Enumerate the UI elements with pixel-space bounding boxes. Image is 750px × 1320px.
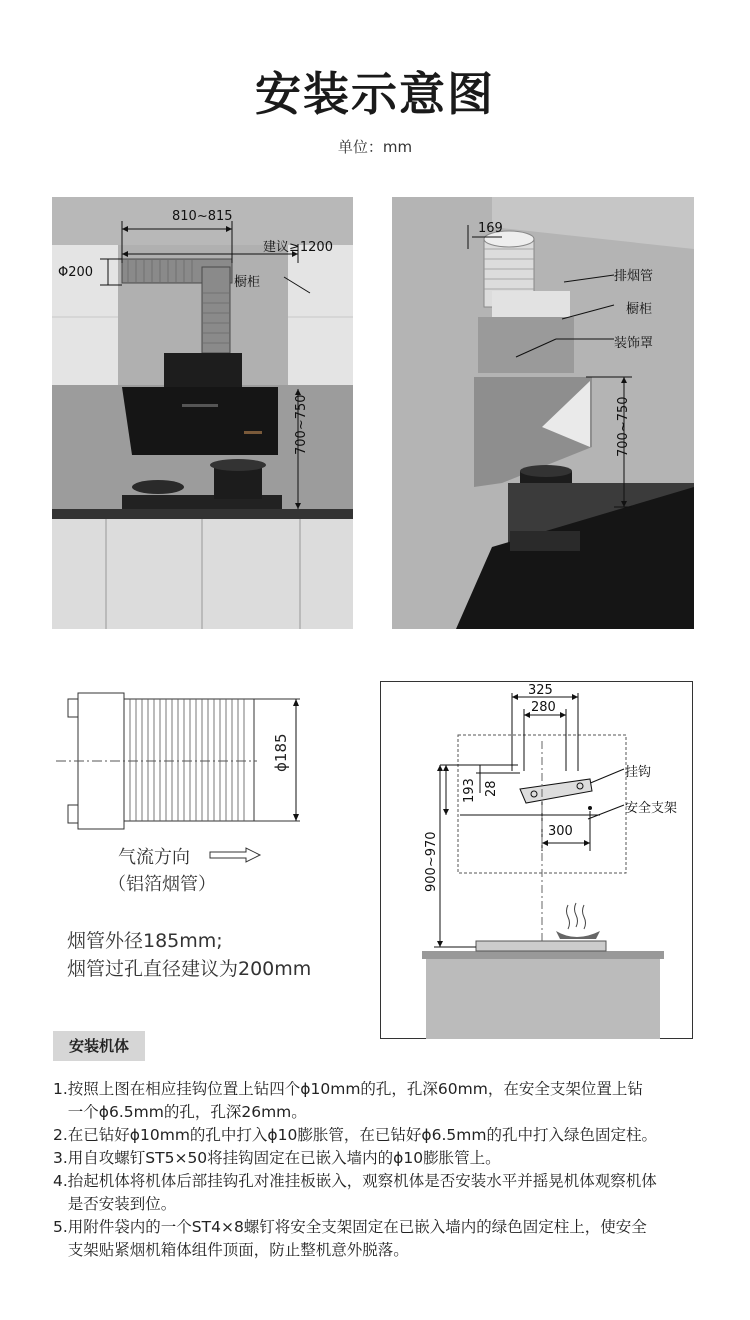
step-line: 5.用附件袋内的一个ST4×8螺钉将安全支架固定在已嵌入墙内的绿色固定柱上，使安全	[53, 1218, 647, 1236]
side-height-dim: 700~750	[616, 396, 631, 457]
install-steps	[53, 1078, 713, 1262]
dim-300: 300	[548, 824, 573, 839]
section-title: 安装机体	[53, 1031, 145, 1061]
front-width-dim: 810~815	[172, 209, 233, 224]
unit-note: 单位：mm	[337, 138, 413, 156]
side-depth-dim: 169	[478, 221, 503, 236]
side-duct-label: 排烟管	[614, 269, 654, 284]
dim-280: 280	[531, 700, 556, 715]
step-line: 4.抬起机体将机体后部挂钩孔对准挂板嵌入，观察机体是否安装水平并摇晃机体观察机体	[53, 1172, 657, 1190]
step-line: 支架贴紧烟机箱体组件顶面，防止整机意外脱落。	[53, 1241, 409, 1259]
side-cover-label: 装饰罩	[614, 336, 654, 351]
front-suggest-dim: 建议≥1200	[263, 240, 333, 255]
side-cabinet-label: 橱柜	[626, 302, 653, 317]
side-view-illustration	[392, 197, 694, 629]
dim-193: 193	[462, 778, 477, 803]
step-line: 是否安装到位。	[53, 1195, 177, 1213]
hole-note: 烟管过孔直径建议为200mm	[67, 958, 312, 980]
page-title: 安装示意图	[255, 67, 495, 121]
airflow-arrow-icon	[208, 847, 262, 863]
front-height-dim: 700~750	[294, 394, 309, 455]
step-line: 1.按照上图在相应挂钩位置上钻四个ϕ10mm的孔，孔深60mm，在安全支架位置上钻	[53, 1080, 643, 1098]
hook-label: 挂钩	[625, 765, 652, 780]
duct-diameter-dim: ϕ185	[272, 733, 290, 772]
step-line: 2.在已钻好ϕ10mm的孔中打入ϕ10膨胀管，在已钻好ϕ6.5mm的孔中打入绿色固定柱。	[53, 1126, 657, 1144]
bracket-label: 安全支架	[625, 801, 678, 816]
outer-diameter-note: 烟管外径185mm;	[67, 930, 223, 952]
step-line: 一个ϕ6.5mm的孔，孔深26mm。	[53, 1103, 307, 1121]
airflow-label: 气流方向	[118, 847, 190, 868]
step-line: 3.用自攻螺钉ST5×50将挂钩固定在已嵌入墙内的ϕ10膨胀管上。	[53, 1149, 501, 1167]
dim-28: 28	[484, 780, 499, 797]
front-cabinet-label: 橱柜	[234, 275, 261, 290]
dim-325: 325	[528, 683, 553, 698]
dim-height: 900~970	[424, 831, 439, 892]
front-pipe-diameter: Φ200	[58, 265, 94, 280]
material-label: （铝箔烟管）	[108, 874, 216, 895]
